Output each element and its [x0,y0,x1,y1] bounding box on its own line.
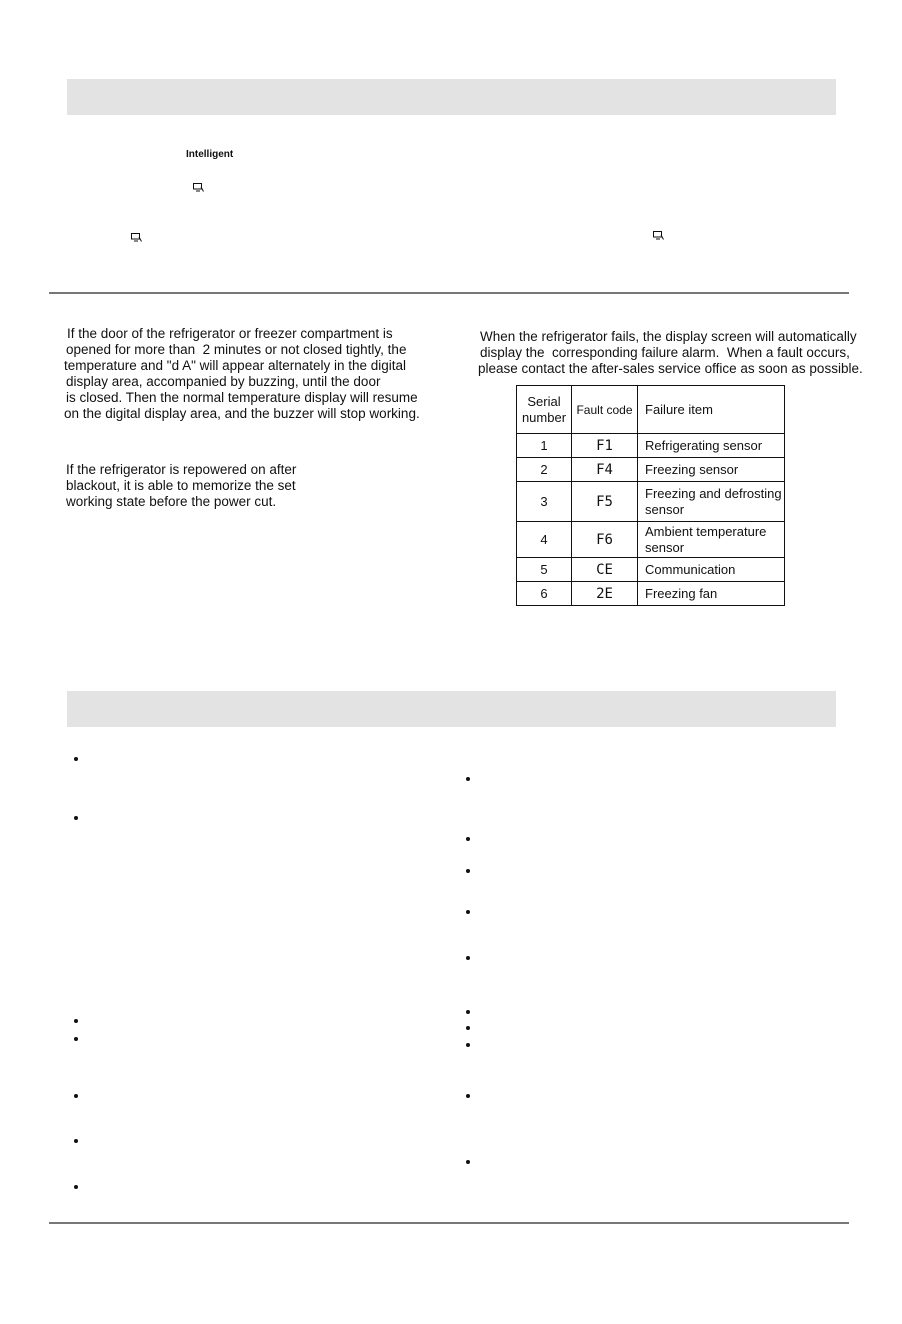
bullet-icon [74,1037,78,1041]
cell-code: F5 [572,482,638,522]
header-serial-number: Serial number [517,386,572,434]
bullet-icon [74,1185,78,1189]
fault-intro-line: display the corresponding failure alarm. When a fault occurs, [480,345,850,360]
header-failure-item: Failure item [638,386,785,434]
power-memory-line: If the refrigerator is repowered on after [66,462,297,477]
cell-code: F6 [572,522,638,558]
intelligent-label: Intelligent [186,149,234,160]
monitor-icon [653,231,664,240]
cell-serial: 3 [517,482,572,522]
bullet-icon [74,1139,78,1143]
power-memory-line: blackout, it is able to memorize the set [66,478,296,493]
bullet-icon [466,1094,470,1098]
cell-item: Communication [638,558,785,582]
section-header-bar-bottom [67,691,836,727]
cell-code: F4 [572,458,638,482]
bullet-icon [466,777,470,781]
cell-serial: 6 [517,582,572,606]
cell-code: F1 [572,434,638,458]
monitor-icon [193,183,204,192]
table-header-row [517,386,785,434]
door-alarm-line: temperature and "d A" will appear alternately in the digital [64,358,407,373]
table-row [517,522,785,558]
cell-serial: 5 [517,558,572,582]
bullet-icon [466,837,470,841]
bullet-icon [74,1019,78,1023]
cell-item: Refrigerating sensor [638,434,785,458]
fault-intro-line: When the refrigerator fails, the display screen will automatically [480,329,857,344]
cell-item: Ambient temperature sensor [638,522,785,558]
bullet-icon [466,869,470,873]
cell-item: Freezing and defrosting sensor [638,482,785,522]
bullet-icon [466,1010,470,1014]
section-divider-top [49,292,849,294]
table-row [517,558,785,582]
door-alarm-line: If the door of the refrigerator or freezer compartment is [67,326,393,341]
bullet-icon [466,910,470,914]
bullet-icon [466,1043,470,1047]
bullet-icon [466,1026,470,1030]
cell-serial: 1 [517,434,572,458]
cell-item: Freezing sensor [638,458,785,482]
cell-code: CE [572,558,638,582]
door-alarm-line: is closed. Then the normal temperature display will resume [66,390,418,405]
cell-code: 2E [572,582,638,606]
section-header-bar-top [67,79,836,115]
table-row [517,482,785,522]
cell-serial: 2 [517,458,572,482]
monitor-icon [131,233,142,242]
bullet-icon [74,757,78,761]
cell-item: Freezing fan [638,582,785,606]
door-alarm-line: display area, accompanied by buzzing, until the door [66,374,381,389]
fault-code-table [516,385,785,606]
door-alarm-line: opened for more than 2 minutes or not closed tightly, the [66,342,407,357]
table-row [517,434,785,458]
bullet-icon [466,956,470,960]
bullet-icon [74,816,78,820]
table-row [517,582,785,606]
power-memory-line: working state before the power cut. [66,494,277,509]
bullet-icon [466,1160,470,1164]
door-alarm-line: on the digital display area, and the buzzer will stop working. [64,406,420,421]
header-fault-code: Fault code [572,386,638,434]
cell-serial: 4 [517,522,572,558]
table-row [517,458,785,482]
section-divider-bottom [49,1222,849,1224]
fault-intro-line: please contact the after-sales service office as soon as possible. [478,361,863,376]
bullet-icon [74,1094,78,1098]
